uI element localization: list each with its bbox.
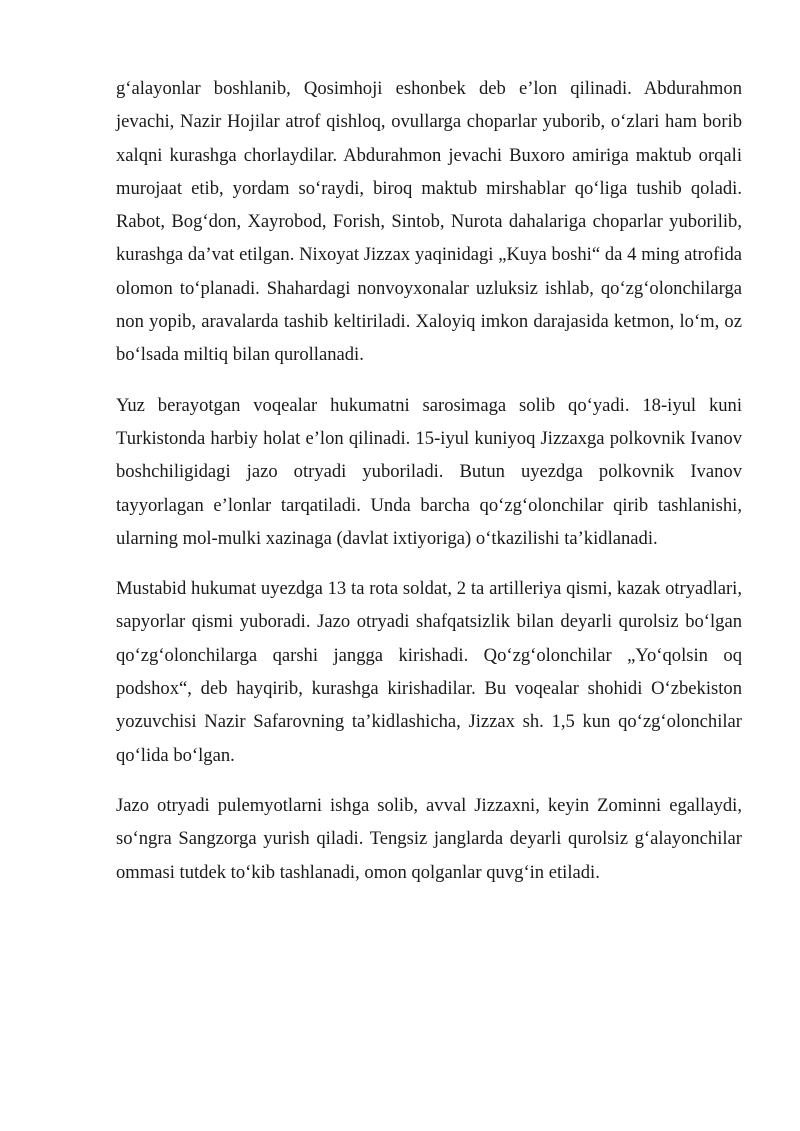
paragraph-3: Mustabid hukumat uyezdga 13 ta rota soldat, 2 ta artilleriya qismi, kazak otryadlari, sapyorlar qismi yuboradi. Jazo otryadi shafqatsizlik bilan deyarli qurolsiz bo‘lgan qo‘zg‘olonchilarga qarshi jangga kirishadi. Qo‘zg‘olonchilar „Yo‘qolsin oq podshox“, deb hayqirib, kurashga kirishadilar. Bu voqealar shohidi O‘zbekiston yozuvchisi Nazir Safarovning ta’kidlashicha, Jizzax sh. 1,5 kun qo‘zg‘olonchilar qo‘lida bo‘lgan. (116, 578, 742, 766)
paragraph-4: Jazo otryadi pulemyotlarni ishga solib, avval Jizzaxni, keyin Zominni egallaydi, so‘ngra Sangzorga yurish qiladi. Tengsiz janglarda deyarli qurolsiz g‘alayonchilar ommasi tutdek to‘kib tashlanadi, omon qolganlar quvg‘in etiladi. (116, 794, 742, 883)
paragraph-1: g‘alayonlar boshlanib, Qosimhoji eshonbek deb e’lon qilinadi. Abdurahmon jevachi, Nazir Hojilar atrof qishloq, ovullarga choparlar yuborib, o‘zlari ham borib xalqni kurashga chorlaydilar. Abdurahmon jevachi Buxoro amiriga maktub orqali murojaat etib, yordam so‘raydi, biroq maktub mirshablar qo‘liga tushib qoladi. Rabot, Bog‘don, Xayrobod, Forish, Sintob, Nurota dahalariga choparlar yuborilib, kurashga da’vat etilgan. Nixoyat Jizzax yaqinidagi „Kuya boshi“ da 4 ming atrofida olomon to‘planadi. Shahardagi nonvoyxonalar uzluksiz ishlab, qo‘zg‘olonchilarga non yopib, aravalarda tashib keltiriladi. Xaloyiq imkon darajasida ketmon, lo‘m, oz bo‘lsada miltiq bilan qurollanadi. (116, 78, 742, 366)
document-page (116, 72, 742, 906)
paragraph-2: Yuz berayotgan voqealar hukumatni sarosimaga solib qo‘yadi. 18-iyul kuni Turkistonda harbiy holat e’lon qilinadi. 15-iyul kuniyoq Jizzaxga polkovnik Ivanov boshchiligidagi jazo otryadi yuboriladi. Butun uyezdga polkovnik Ivanov tayyorlagan e’lonlar tarqatiladi. Unda barcha qo‘zg‘olonchilar qirib tashlanishi, ularning mol-mulki xazinaga (davlat ixtiyoriga) o‘tkazilishi ta’kidlanadi. (116, 394, 742, 549)
